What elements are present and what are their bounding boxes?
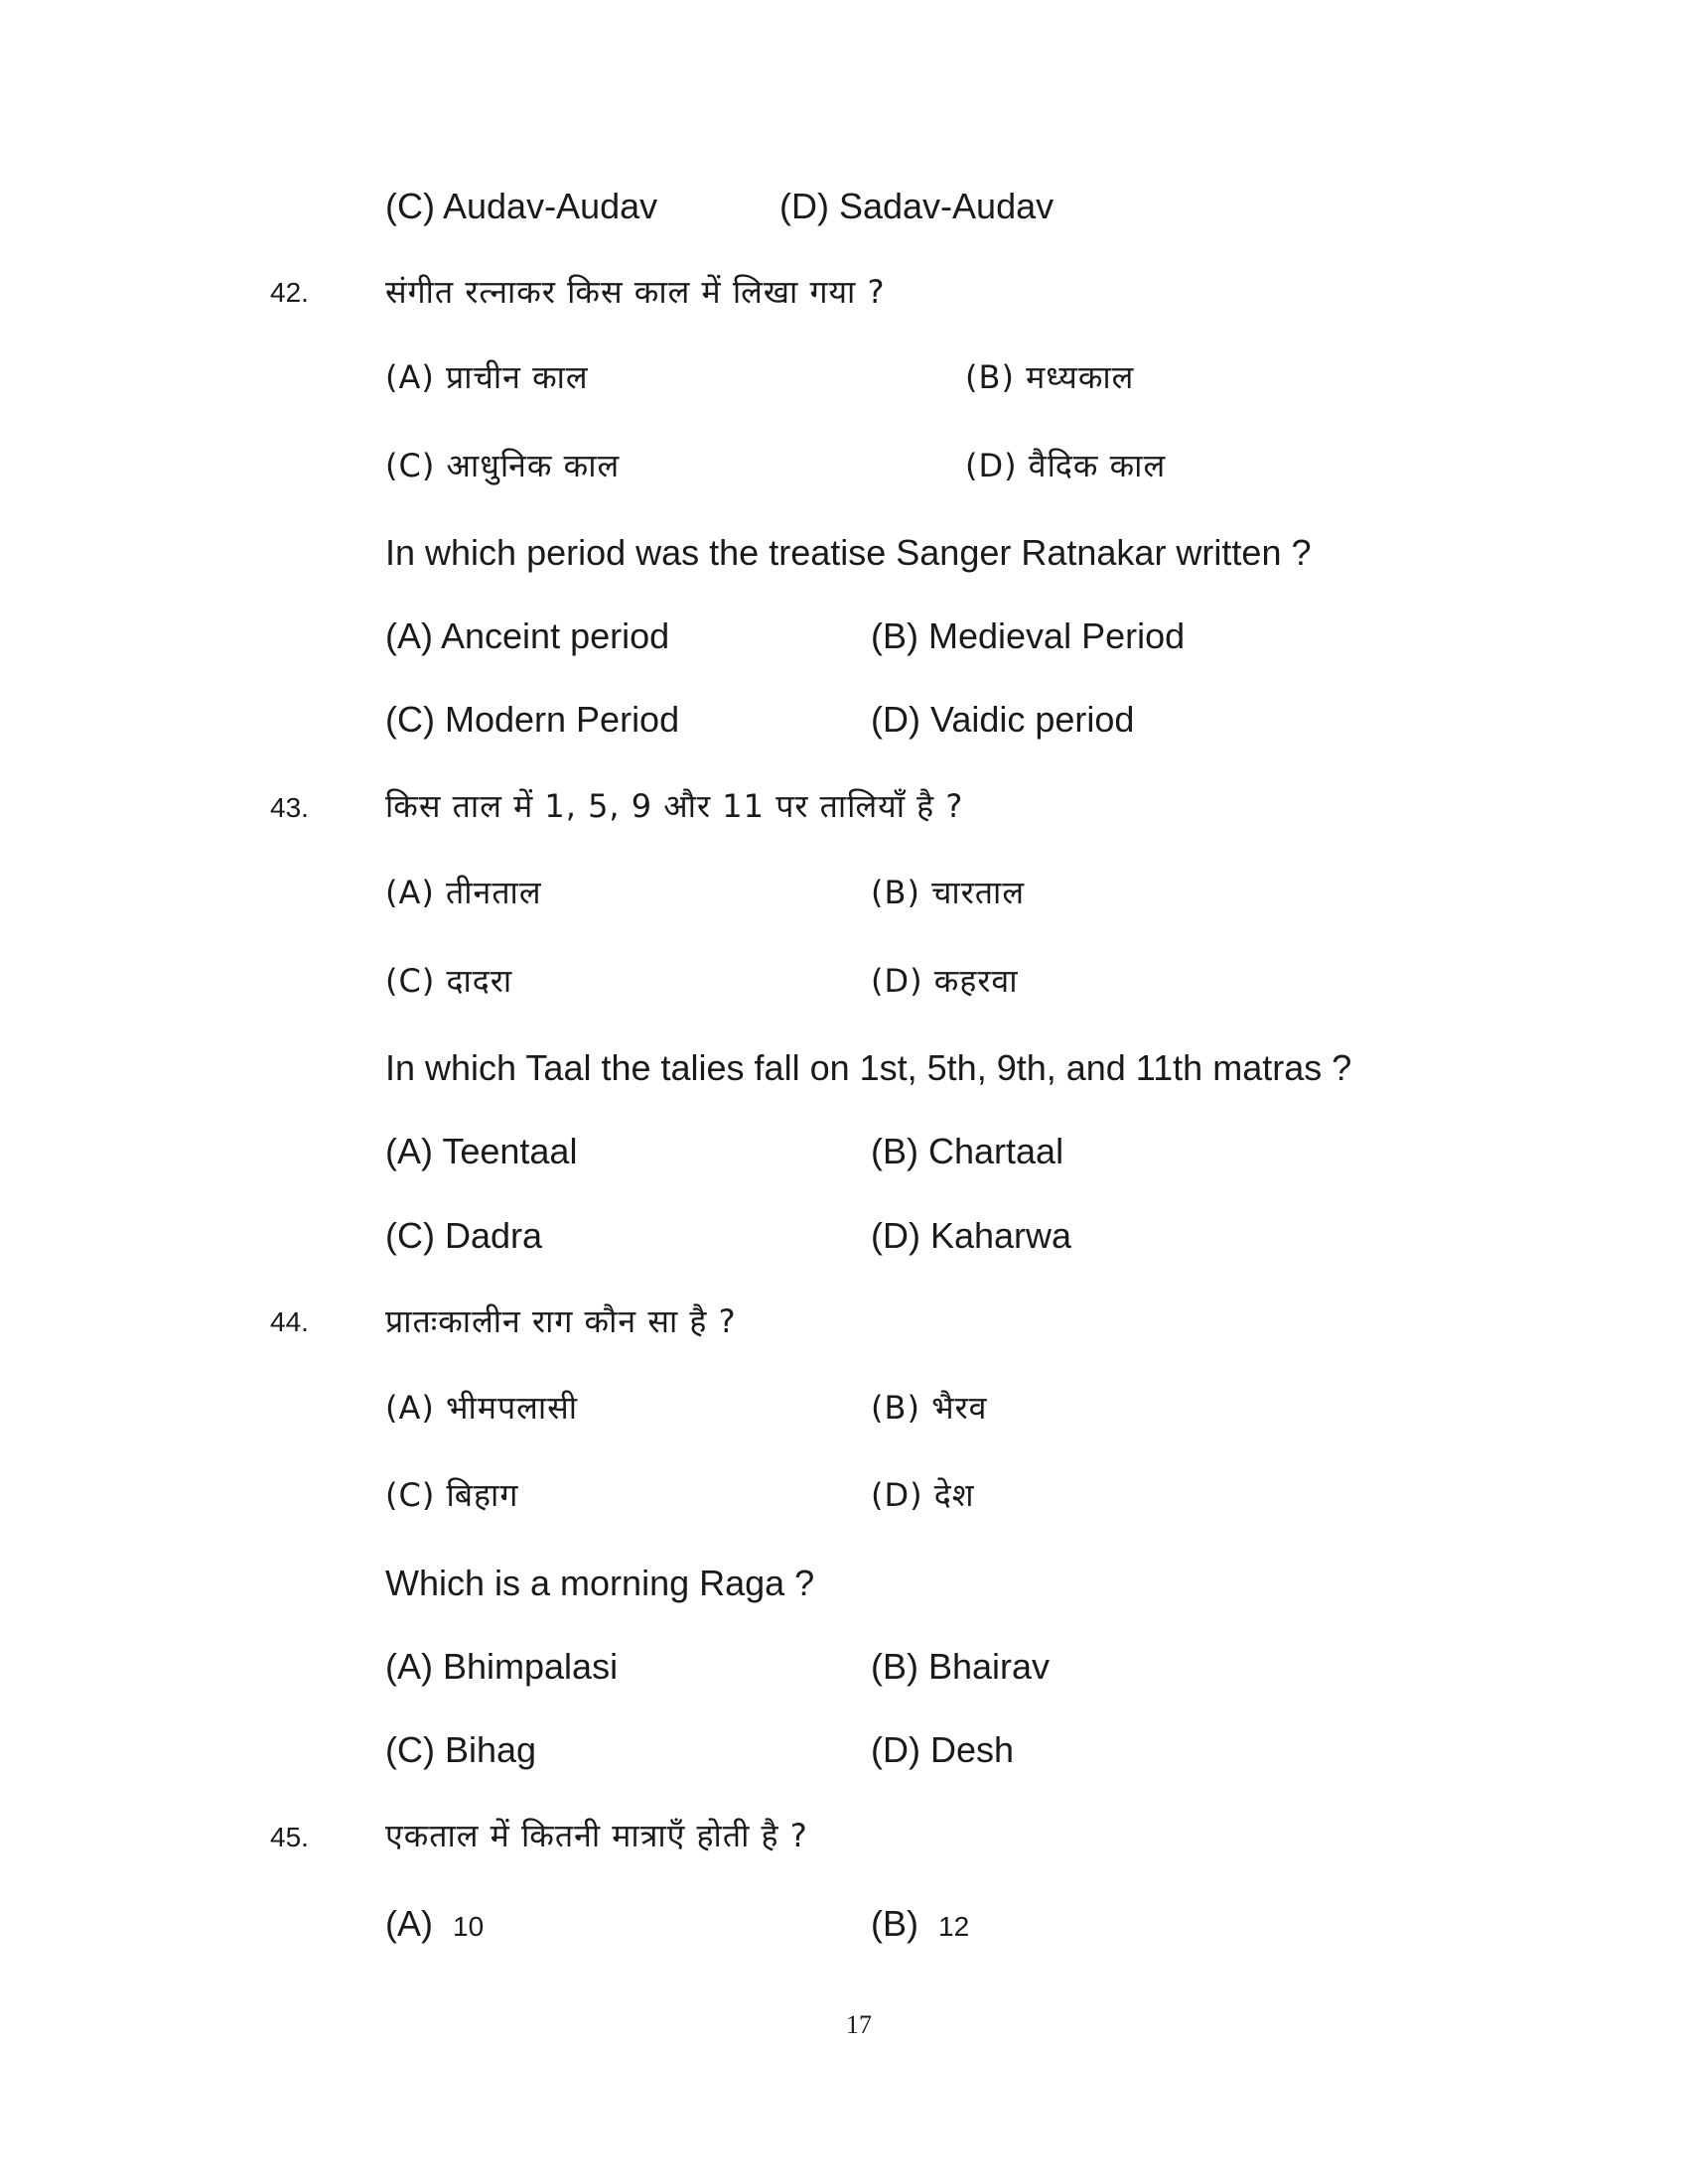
q44-hindi-option-a: (A) भीमपलासी	[385, 1389, 579, 1427]
q43-hindi-option-d: (D) कहरवा	[871, 962, 1019, 1000]
question-number-43: 43.	[270, 792, 309, 823]
q44-hindi-option-b: (B) भैरव	[871, 1389, 988, 1427]
option-d-q41: (D) Sadav-Audav	[779, 186, 1055, 226]
q44-english-option-d: (D) Desh	[871, 1729, 1015, 1770]
question-43-hindi: किस ताल में 1, 5, 9 और 11 पर तालियाँ है ?	[385, 787, 964, 825]
q42-hindi-option-b: (B) मध्यकाल	[965, 358, 1135, 396]
q42-hindi-option-a: (A) प्राचीन काल	[385, 358, 589, 396]
q43-hindi-option-c: (C) दादरा	[385, 962, 513, 1000]
q43-hindi-option-a: (A) तीनताल	[385, 874, 542, 911]
q44-hindi-option-d: (D) देश	[871, 1476, 975, 1514]
q42-english-option-b: (B) Medieval Period	[871, 615, 1186, 656]
page-number: 17	[846, 2010, 872, 2039]
question-44-hindi: प्रातःकालीन राग कौन सा है ?	[385, 1302, 737, 1340]
q42-english-option-d: (D) Vaidic period	[871, 699, 1135, 740]
q45-option-b-value: 12	[938, 1911, 970, 1942]
question-45-hindi: एकताल में कितनी मात्राएँ होती है ?	[385, 1817, 808, 1854]
q45-option-a-value: 10	[453, 1911, 485, 1942]
q45-option-a	[385, 1902, 484, 1949]
q42-hindi-option-d: (D) वैदिक काल	[965, 447, 1167, 484]
q45-option-b-label: (B)	[871, 1903, 918, 1944]
question-number-45: 45.	[270, 1822, 309, 1852]
q44-english-option-a: (A) Bhimpalasi	[385, 1646, 619, 1687]
q44-english-option-c: (C) Bihag	[385, 1729, 537, 1770]
q44-english-option-b: (B) Bhairav	[871, 1646, 1051, 1687]
question-42-english: In which period was the treatise Sanger Ratnakar written ?	[385, 532, 1312, 573]
q42-hindi-option-c: (C) आधुनिक काल	[385, 447, 621, 484]
question-number-42: 42.	[270, 277, 309, 308]
q43-english-option-a: (A) Teentaal	[385, 1131, 578, 1171]
q43-english-option-c: (C) Dadra	[385, 1215, 543, 1256]
q43-english-option-d: (D) Kaharwa	[871, 1215, 1072, 1256]
question-43-english: In which Taal the talies fall on 1st, 5th, 9th, and 11th matras ?	[385, 1047, 1352, 1088]
option-c-q41: (C) Audav-Audav	[385, 186, 658, 226]
q42-english-option-a: (A) Anceint period	[385, 615, 670, 656]
question-number-44: 44.	[270, 1306, 309, 1337]
question-42-hindi: संगीत रत्नाकर किस काल में लिखा गया ?	[385, 273, 886, 311]
q45-option-a-label: (A)	[385, 1903, 433, 1944]
q45-option-b	[871, 1902, 969, 1949]
q43-hindi-option-b: (B) चारताल	[871, 874, 1026, 911]
q44-hindi-option-c: (C) बिहाग	[385, 1476, 519, 1514]
question-44-english: Which is a morning Raga ?	[385, 1563, 815, 1603]
q42-english-option-c: (C) Modern Period	[385, 699, 680, 740]
q43-english-option-b: (B) Chartaal	[871, 1131, 1064, 1171]
